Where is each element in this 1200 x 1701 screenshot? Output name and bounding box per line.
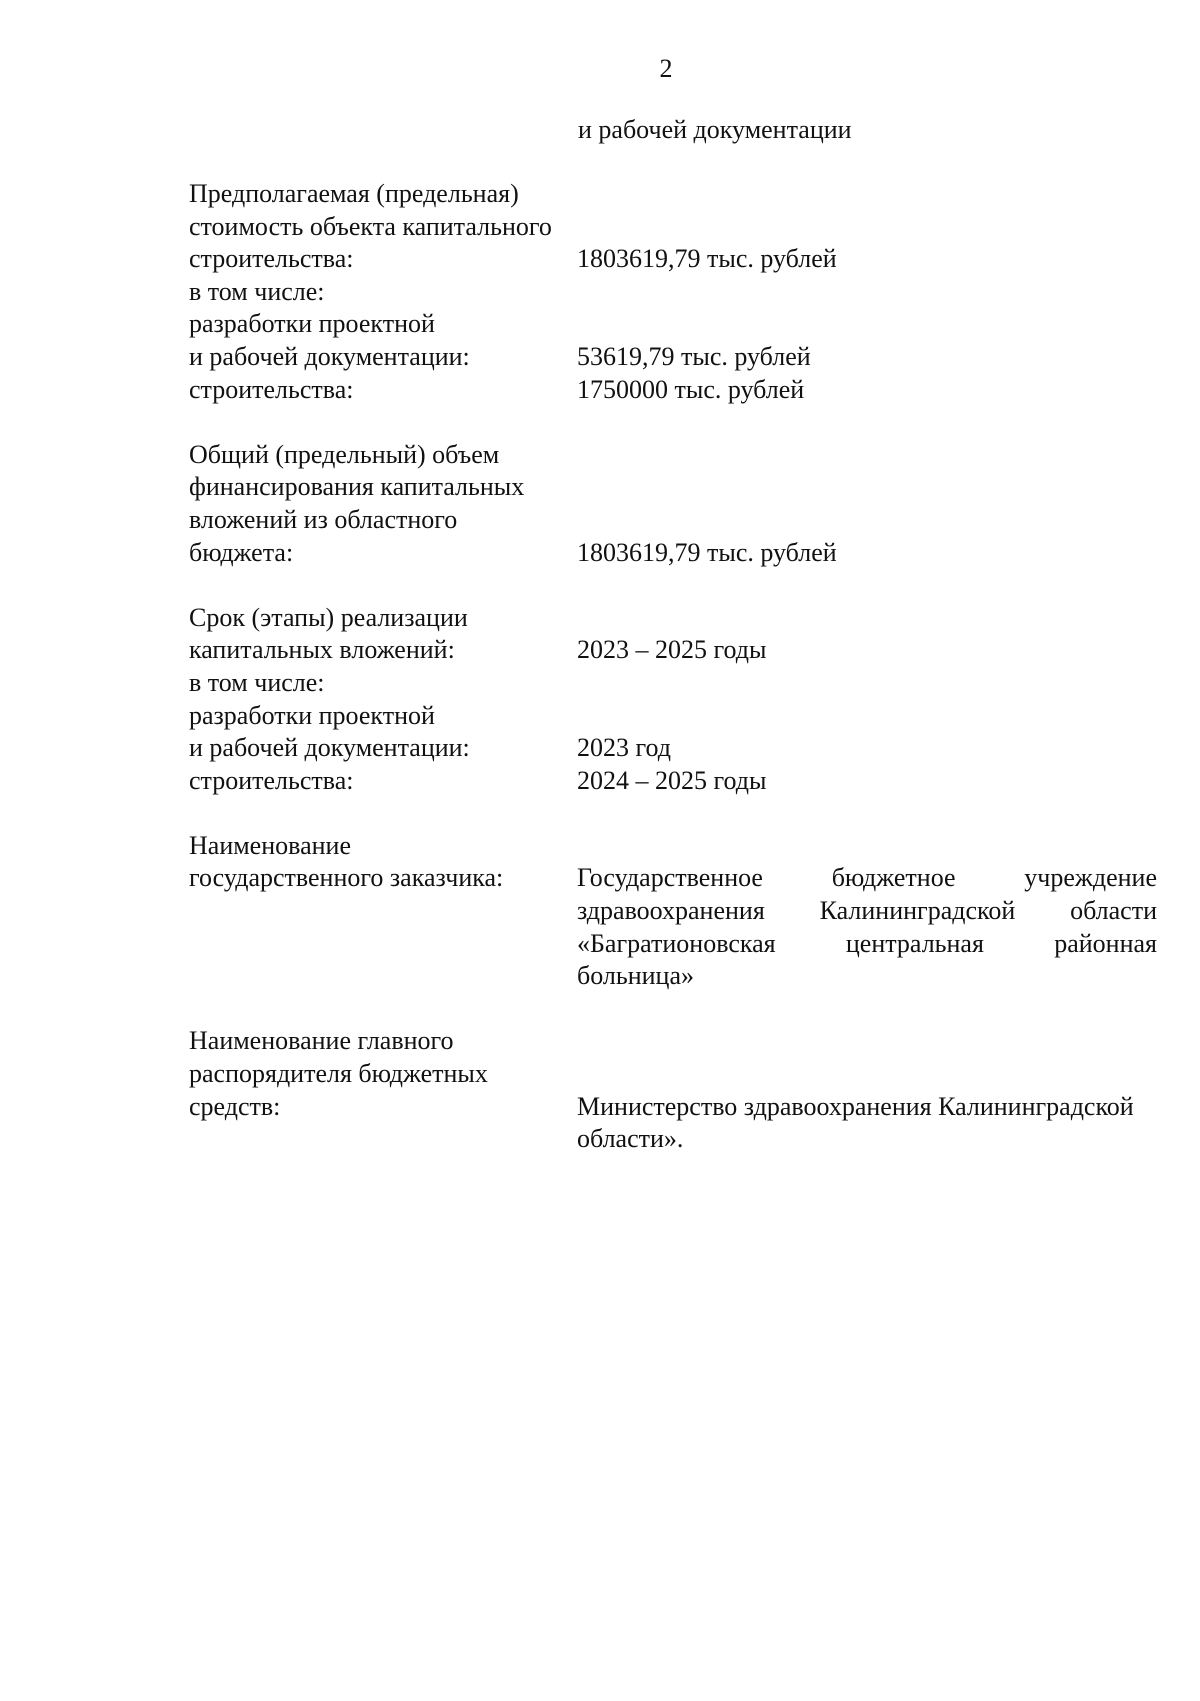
text-line [189, 504, 1156, 537]
text-line [189, 960, 1156, 993]
line-value: «Багратионовская центральная районная [577, 928, 1157, 958]
text-line [189, 993, 1156, 1026]
line-label: в том числе: [189, 667, 325, 697]
text-line [189, 341, 1156, 374]
text-line [189, 537, 1156, 570]
line-value: области». [577, 1124, 684, 1154]
line-label: бюджета: [189, 537, 294, 567]
text-line [189, 700, 1156, 733]
line-value: 2024 – 2025 годы [577, 765, 767, 795]
line-label: Срок (этапы) реализации [189, 602, 468, 632]
line-label: и рабочей документации: [189, 341, 470, 371]
text-line [189, 308, 1156, 341]
passport-lines [189, 178, 1156, 1156]
text-line [189, 406, 1156, 439]
line-label: разработки проектной [189, 309, 435, 339]
text-line [189, 928, 1156, 961]
line-label: государственного заказчика: [189, 863, 504, 893]
line-label: Предполагаемая (предельная) [189, 179, 519, 208]
line-value: больница» [577, 961, 694, 991]
text-line [189, 1091, 1156, 1124]
text-line [189, 374, 1156, 407]
page-number: 2 [659, 54, 673, 83]
text-line [189, 862, 1156, 895]
text-line [189, 895, 1156, 928]
text-line [189, 1058, 1156, 1091]
text-line [189, 797, 1156, 830]
line-label: в том числе: [189, 276, 325, 306]
line-value: 2023 – 2025 годы [577, 635, 767, 665]
text-line [189, 765, 1156, 798]
text-line [189, 634, 1156, 667]
text-line [189, 602, 1156, 635]
text-line [189, 569, 1156, 602]
text-line [189, 276, 1156, 309]
text-line [189, 732, 1156, 765]
line-label: капитальных вложений: [189, 635, 455, 665]
line-value: 1750000 тыс. рублей [577, 374, 805, 404]
line-value: 53619,79 тыс. рублей [577, 341, 811, 371]
line-label: Наименование главного [189, 1026, 454, 1056]
text-line [189, 471, 1156, 504]
line-label: Общий (предельный) объем [189, 439, 500, 469]
text-line [189, 667, 1156, 700]
text-line [189, 1025, 1156, 1058]
line-value: здравоохранения Калининградской области [577, 896, 1157, 926]
text-line [189, 439, 1156, 472]
line-value: 1803619,79 тыс. рублей [577, 244, 837, 274]
line-value: Министерство здравоохранения Калининградской [577, 1091, 1134, 1121]
text-line [189, 1123, 1156, 1156]
text-line [189, 211, 1156, 244]
line-label: финансирования капитальных [189, 472, 525, 502]
line-label: стоимость объекта капитального [189, 211, 552, 241]
line-label: строительства: [189, 374, 354, 404]
line-label: и рабочей документации: [189, 733, 470, 763]
line-value: Государственное бюджетное учреждение [577, 863, 1157, 893]
line-label: разработки проектной [189, 700, 435, 730]
text-line [189, 830, 1156, 863]
text-line [189, 178, 1156, 211]
line-label: распорядителя бюджетных [189, 1059, 488, 1089]
intro-line: и рабочей документации [578, 115, 852, 144]
line-value: 2023 год [577, 733, 671, 763]
line-label: вложений из областного [189, 504, 458, 534]
text-line [189, 243, 1156, 276]
line-value: 1803619,79 тыс. рублей [577, 537, 837, 567]
line-label: строительства: [189, 765, 354, 795]
line-label: Наименование [189, 830, 351, 860]
line-label: строительства: [189, 244, 354, 274]
line-label: средств: [189, 1091, 281, 1121]
